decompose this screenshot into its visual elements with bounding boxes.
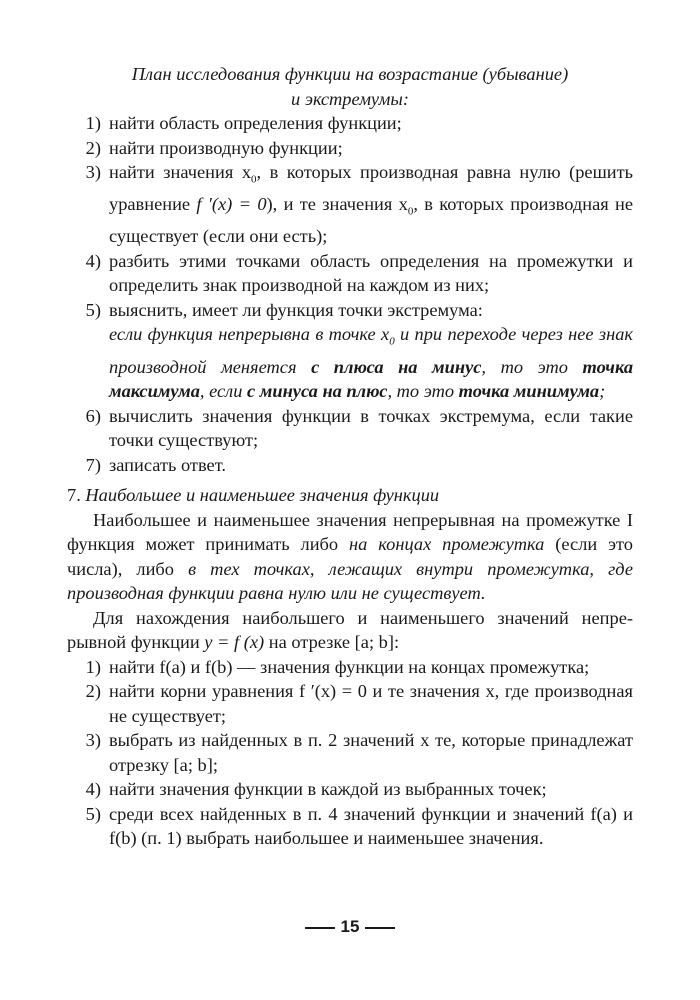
plan-item — [67, 111, 633, 136]
plan-item — [67, 453, 633, 478]
text-fragment: Наибольшее и наименьшее значения непрерывная на промежутке I функция может принимать либо — [67, 509, 633, 555]
extremum-rule-note — [109, 324, 633, 401]
page-content — [67, 62, 633, 851]
section-paragraph-2 — [67, 606, 633, 655]
plan-item-number: 2) — [85, 137, 101, 158]
page-footer — [0, 917, 700, 937]
step-number: 2) — [85, 681, 101, 702]
step-text: найти значения функции в каждой из выбранных точек; — [109, 779, 547, 800]
plan-item-text: разбить этими точками область определения на промежутки и определить знак производной на каждом из них; — [109, 250, 633, 296]
plan-item — [67, 136, 633, 161]
text-fragment: (если это числа), либо — [67, 534, 634, 579]
step-text: выбрать из найденных в п. 2 значений x те, которые принадлежат отрезку [a; b]; — [109, 730, 633, 775]
step-item — [67, 655, 633, 680]
text-fragment: ; — [599, 381, 606, 402]
extrema-steps-list — [67, 655, 633, 851]
plan-title-line2: и экстремумы: — [291, 88, 409, 109]
subscript: 0 — [251, 173, 257, 186]
subscript: 0 — [389, 336, 395, 349]
text-fragment: найти значения x — [109, 162, 252, 182]
section-paragraph-1 — [67, 508, 633, 606]
section-title: Наибольшее и наименьшее значения функции — [85, 485, 440, 506]
footer-dash-right — [365, 927, 395, 929]
italic-fragment: в тех точках, лежащих внутри промежутка, где производная функции равна нулю или не существует. — [67, 558, 633, 604]
plan-item-text — [109, 298, 633, 404]
page-number: 15 — [340, 917, 360, 936]
bold-term: точка максимума — [109, 356, 634, 402]
subscript: 0 — [407, 205, 414, 218]
derivative-equation: f ′(x) = 0 — [196, 194, 267, 215]
step-item — [67, 777, 633, 802]
step-text: найти f(a) и f(b) — значения функции на концах промежутка; — [109, 656, 590, 677]
plan-item — [67, 298, 633, 404]
section-number: 7. — [67, 485, 81, 506]
plan-list — [67, 111, 633, 477]
text-fragment: , то это — [387, 381, 459, 402]
plan-item-text: вычислить значения функции в точках экстремума, если такие точки существуют; — [109, 405, 633, 451]
plan-item-text: записать ответ. — [109, 454, 226, 475]
plan-item-number: 3) — [85, 162, 101, 182]
text-fragment: ), и те значения x — [266, 194, 408, 215]
step-number: 3) — [85, 730, 101, 751]
text-fragment: , если — [199, 381, 247, 402]
plan-title-line1: План исследования функции на возрастание (убывание) — [131, 64, 569, 84]
step-number: 4) — [85, 779, 101, 800]
step-item — [67, 679, 633, 728]
text-fragment: , в которых производная равна нулю (решить уравнение — [109, 162, 633, 215]
bold-term: точка минимума — [458, 381, 600, 402]
bold-term: с плюса на минус — [311, 356, 482, 377]
text-fragment: , в которых производная не существует (если они есть); — [109, 194, 634, 247]
plan-item — [67, 404, 633, 453]
text-fragment: , то это — [481, 356, 583, 377]
text-fragment: выяснить, имеет ли функция точки экстремума: — [109, 299, 483, 320]
plan-item-text — [109, 160, 633, 249]
step-text: найти корни уравнения f ′(x) = 0 и те значения x, где производная не существует; — [109, 681, 633, 726]
step-text: среди всех найденных в п. 4 значений функции и значений f(a) и f(b) (п. 1) выбрать наибольшее и наименьшее значения. — [109, 803, 633, 849]
step-number: 1) — [85, 656, 101, 677]
plan-item — [67, 249, 633, 298]
text-fragment: и при переходе через нее знак производной меняется — [109, 324, 634, 377]
plan-item-number: 7) — [85, 454, 101, 475]
plan-item-text: найти производную функции; — [109, 137, 343, 158]
plan-item-number: 6) — [85, 405, 101, 426]
text-fragment: на отрезке [a; b]: — [264, 632, 400, 653]
step-number: 5) — [85, 803, 101, 824]
plan-title — [67, 62, 633, 111]
plan-item-number: 1) — [85, 113, 101, 133]
plan-item-number: 5) — [85, 299, 101, 320]
section-heading — [67, 483, 633, 508]
italic-fragment: на концах промежутка — [349, 534, 545, 555]
bold-term: с минуса на плюс — [247, 381, 388, 402]
footer-dash-left — [305, 927, 335, 929]
function-formula: y = f (x) — [204, 632, 265, 653]
text-fragment: Для нахождения наибольшего и наименьшего значений непрерывной функции — [67, 607, 633, 653]
plan-item-text: найти область определения функции; — [109, 113, 402, 133]
text-fragment: если функция непрерывна в точке x — [109, 324, 390, 345]
step-item — [67, 802, 633, 851]
plan-item-number: 4) — [85, 250, 101, 271]
plan-item — [67, 160, 633, 249]
step-item — [67, 728, 633, 777]
